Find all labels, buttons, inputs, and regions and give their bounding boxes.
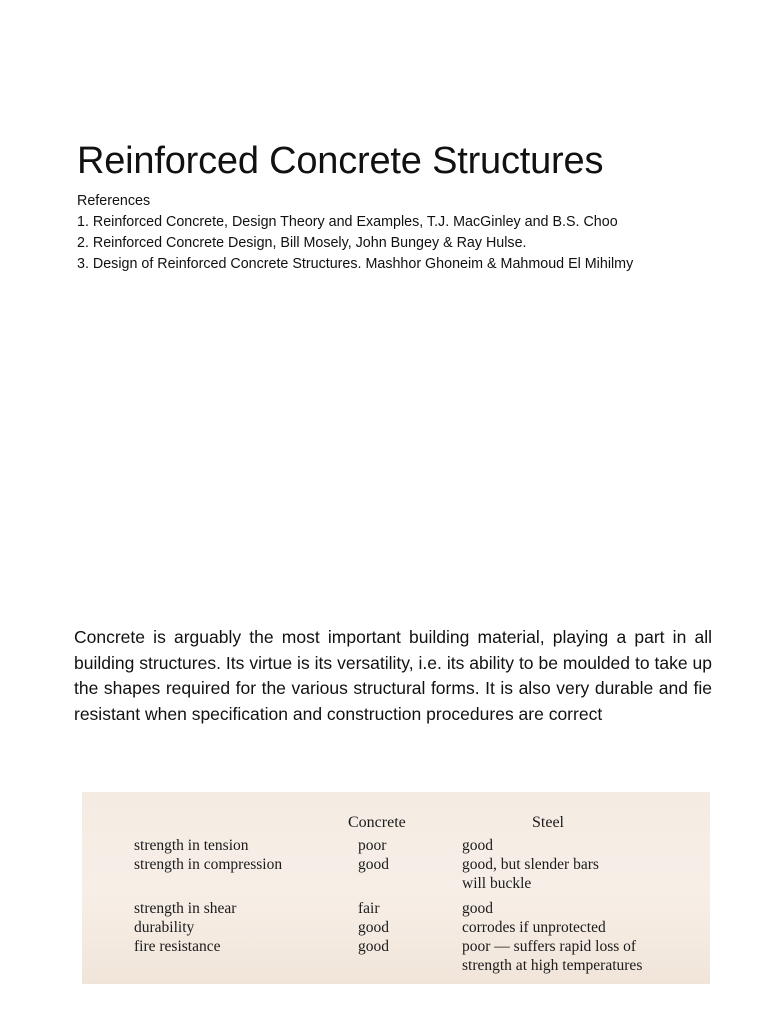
table-row — [134, 918, 642, 937]
table-cell — [340, 874, 462, 893]
reference-item: 2. Reinforced Concrete Design, Bill Mosely, John Bungey & Ray Hulse. — [77, 235, 527, 251]
table-cell: good, but slender bars — [462, 856, 599, 873]
table-cell: strength in compression — [134, 856, 283, 873]
table-row — [134, 836, 642, 855]
table-cell: strength in tension — [134, 837, 249, 854]
table-row — [134, 899, 642, 918]
table-header: Steel — [532, 814, 564, 831]
table-cell: good — [462, 900, 493, 917]
table-row — [134, 855, 642, 874]
table-cell: good — [462, 837, 493, 854]
table-cell: good — [358, 919, 389, 936]
table-cell — [134, 956, 340, 975]
table-cell — [134, 874, 340, 893]
properties-table — [134, 814, 642, 975]
table-cell: fire resistance — [134, 938, 221, 955]
table-cell: will buckle — [462, 875, 532, 892]
table-cell: durability — [134, 919, 195, 936]
table-cell: good — [358, 938, 389, 955]
scanned-table-image — [82, 792, 710, 984]
table-cell: strength at high temperatures — [462, 957, 643, 974]
table-cell: good — [358, 856, 389, 873]
table-row — [134, 874, 642, 893]
table-cell: poor — suffers rapid loss of — [462, 938, 637, 955]
reference-item: 3. Design of Reinforced Concrete Structures. Mashhor Ghoneim & Mahmoud El Mihilmy — [77, 256, 634, 272]
table-cell: strength in shear — [134, 900, 237, 917]
table-header: Concrete — [348, 814, 406, 831]
slide-title: Reinforced Concrete Structures — [77, 140, 604, 182]
references-heading: References — [77, 193, 151, 209]
table-cell: corrodes if unprotected — [462, 919, 606, 936]
table-header-row — [134, 814, 642, 836]
table-row — [134, 956, 642, 975]
table-cell — [340, 956, 462, 975]
references-block — [77, 191, 633, 275]
table-row — [134, 937, 642, 956]
table-cell: fair — [358, 900, 380, 917]
reference-item: 1. Reinforced Concrete, Design Theory and Examples, T.J. MacGinley and B.S. Choo — [77, 214, 618, 230]
table-header — [134, 814, 340, 836]
intro-paragraph: Concrete is arguably the most important building material, playing a part in all building structures. Its virtue is its versatility, i.e. its ability to be moulded to take up the shapes required for the various structural forms. It is also very durable and fie resistant when specification and construction procedures are correct — [74, 627, 712, 724]
table-cell: poor — [358, 837, 387, 854]
